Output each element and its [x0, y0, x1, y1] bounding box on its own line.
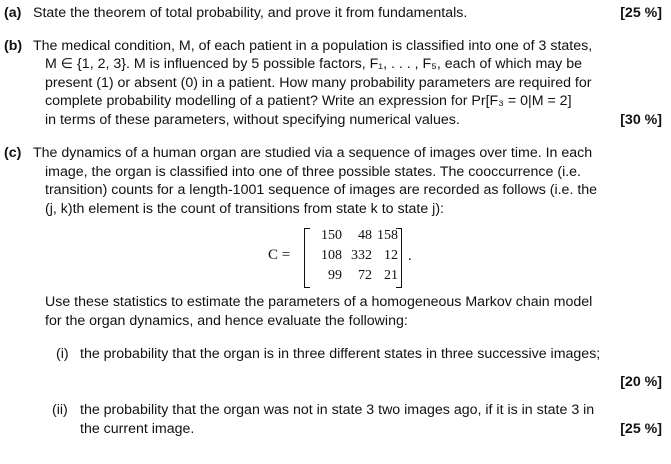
matrix-left-bracket — [304, 228, 310, 288]
matrix-cell: 12 — [384, 248, 398, 263]
sub-ii-line2: the current image. — [80, 421, 195, 437]
matrix-cell: 99 — [328, 268, 342, 283]
matrix-cell: 108 — [321, 248, 342, 263]
sub-i-text: the probability that the organ is in three different states in three successive images; — [80, 346, 601, 362]
part-a-label: (a) — [4, 5, 22, 21]
part-c-after2: for the organ dynamics, and hence evaluate the following: — [45, 313, 408, 329]
part-b-line3: present (1) or absent (0) in a patient. How many probability parameters are required for — [45, 75, 592, 91]
part-c-line2: image, the organ is classified into one of three possible states. The cooccurrence (i.e. — [45, 164, 582, 180]
matrix-cell: 150 — [321, 228, 342, 243]
matrix-cell: 72 — [358, 268, 372, 283]
part-c-line3: transition) counts for a length-1001 sequence of images are recorded as follows (i.e. the — [45, 182, 598, 198]
part-a-marks: [25 %] — [620, 5, 662, 21]
part-a-text: State the theorem of total probability, and prove it from fundamentals. — [33, 5, 468, 21]
part-b-line4: complete probability modelling of a patient? Write an expression for Pr[F₃ = 0|M = 2] — [45, 93, 572, 109]
sub-i-label: (i) — [56, 346, 69, 362]
sub-ii-line1: the probability that the organ was not in state 3 two images ago, if it is in state 3 in — [80, 402, 595, 418]
sub-ii-label: (ii) — [52, 402, 68, 418]
part-c-after1: Use these statistics to estimate the parameters of a homogeneous Markov chain model — [45, 294, 593, 310]
part-c-label: (c) — [4, 145, 22, 161]
part-c-line4: (j, k)th element is the count of transitions from state k to state j): — [45, 201, 444, 217]
matrix-name: C = — [268, 247, 291, 263]
sub-ii-marks: [25 %] — [620, 421, 662, 437]
part-b-line2: M ∈ {1, 2, 3}. M is influenced by 5 possible factors, F₁, . . . , F₅, each of which may be — [45, 56, 582, 72]
matrix-cell: 332 — [351, 248, 372, 263]
matrix-period: . — [408, 248, 412, 264]
matrix-cell: 158 — [377, 228, 398, 243]
part-b-label: (b) — [4, 38, 23, 54]
sub-i-marks: [20 %] — [620, 374, 662, 390]
matrix-cell: 21 — [384, 268, 398, 283]
part-b-line1: The medical condition, M, of each patient in a population is classified into one of 3 states, — [33, 38, 593, 54]
part-b-line5: in terms of these parameters, without specifying numerical values. — [45, 112, 460, 128]
part-b-marks: [30 %] — [620, 112, 662, 128]
part-c-line1: The dynamics of a human organ are studied via a sequence of images over time. In each — [33, 145, 593, 161]
matrix-cell: 48 — [358, 228, 372, 243]
transition-count-matrix — [268, 226, 448, 288]
